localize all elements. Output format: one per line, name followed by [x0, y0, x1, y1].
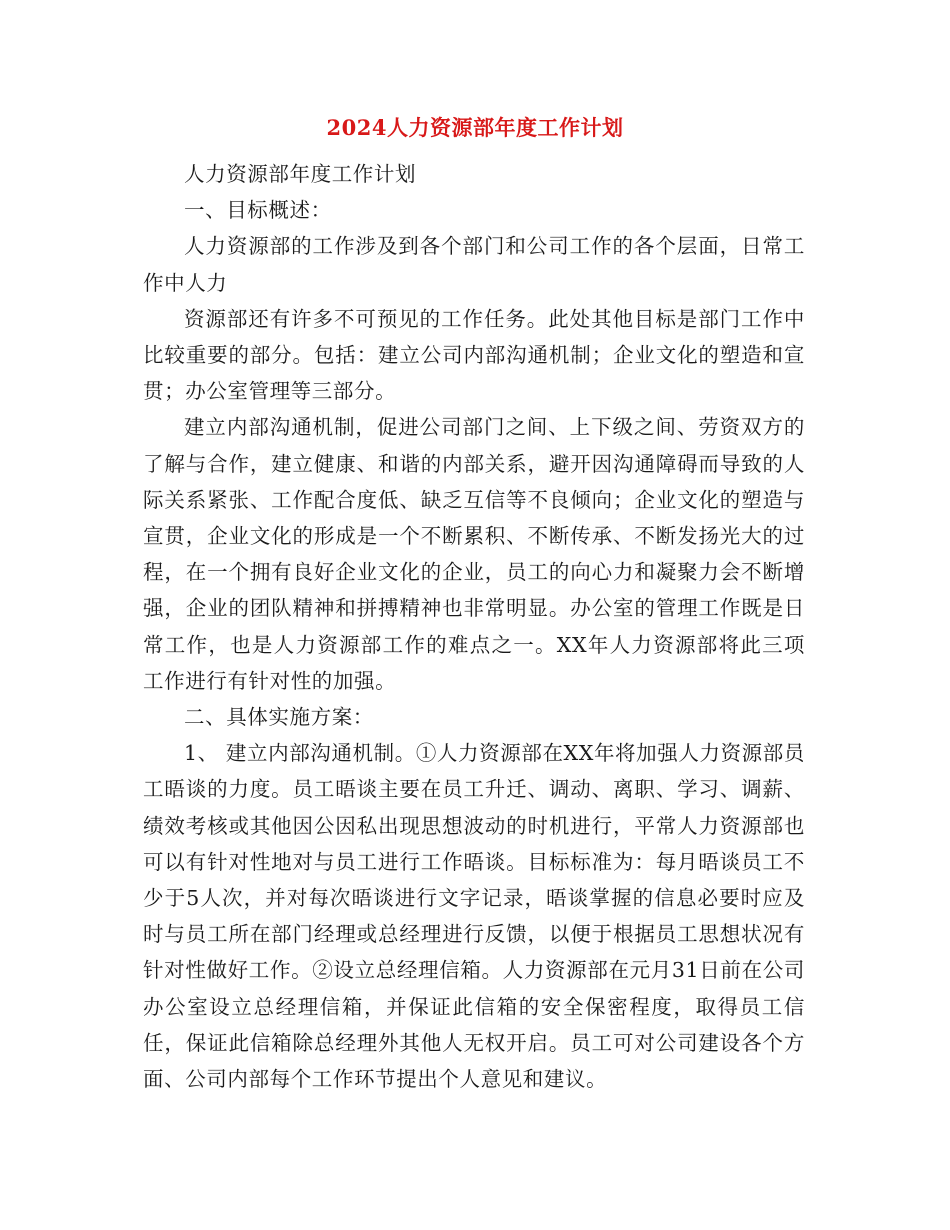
document-title: 2024人力资源部年度工作计划 — [326, 115, 624, 140]
paragraph: 人力资源部的工作涉及到各个部门和公司工作的各个层面，日常工作中人力 — [143, 234, 805, 295]
paragraph: 建立内部沟通机制，促进公司部门之间、上下级之间、劳资双方的了解与合作，建立健康、和谐的内部关系，避开因沟通障碍而导致的人际关系紧张、工作配合度低、缺乏互信等不良倾向；企业文化的塑造与宣贯，企业文化的形成是一个不断累积、不断传承、不断发扬光大的过程，在一个拥有良好企业文化的企业，员工的向心力和凝聚力会不断增强，企业的团队精神和拼搏精神也非常明显。办公室的管理工作既是日常工作，也是人力资源部工作的难点之一。XX年人力资源部将此三项工作进行有针对性的加强。 — [143, 415, 805, 693]
section-heading-goals: 一、目标概述： — [184, 198, 332, 223]
paragraph: 资源部还有许多不可预见的工作任务。此处其他目标是部门工作中比较重要的部分。包括：建立公司内部沟通机制；企业文化的塑造和宣贯；办公室管理等三部分。 — [143, 306, 805, 404]
paragraph: 1、 建立内部沟通机制。①人力资源部在XX年将加强人力资源部员工晤谈的力度。员工晤谈主要在员工升迁、调动、离职、学习、调薪、绩效考核或其他因公因私出现思想波动的时机进行，平常人力资源部也可以有针对性地对与员工进行工作晤谈。目标标准为：每月晤谈员工不少于5人次，并对每次晤谈进行文字记录，晤谈掌握的信息必要时应及时与员工所在部门经理或总经理进行反馈，以便于根据员工思想状况有针对性做好工作。②设立总经理信箱。人力资源部在元月31日前在公司办公室设立总经理信箱，并保证此信箱的安全保密程度，取得员工信任，保证此信箱除总经理外其他人无权开启。员工可对公司建设各个方面、公司内部每个工作环节提出个人意见和建议。 — [143, 741, 805, 1092]
document-body — [143, 156, 805, 1097]
paragraph-heading: 人力资源部年度工作计划 — [184, 162, 417, 186]
section-heading-plan: 二、具体实施方案： — [184, 705, 374, 730]
